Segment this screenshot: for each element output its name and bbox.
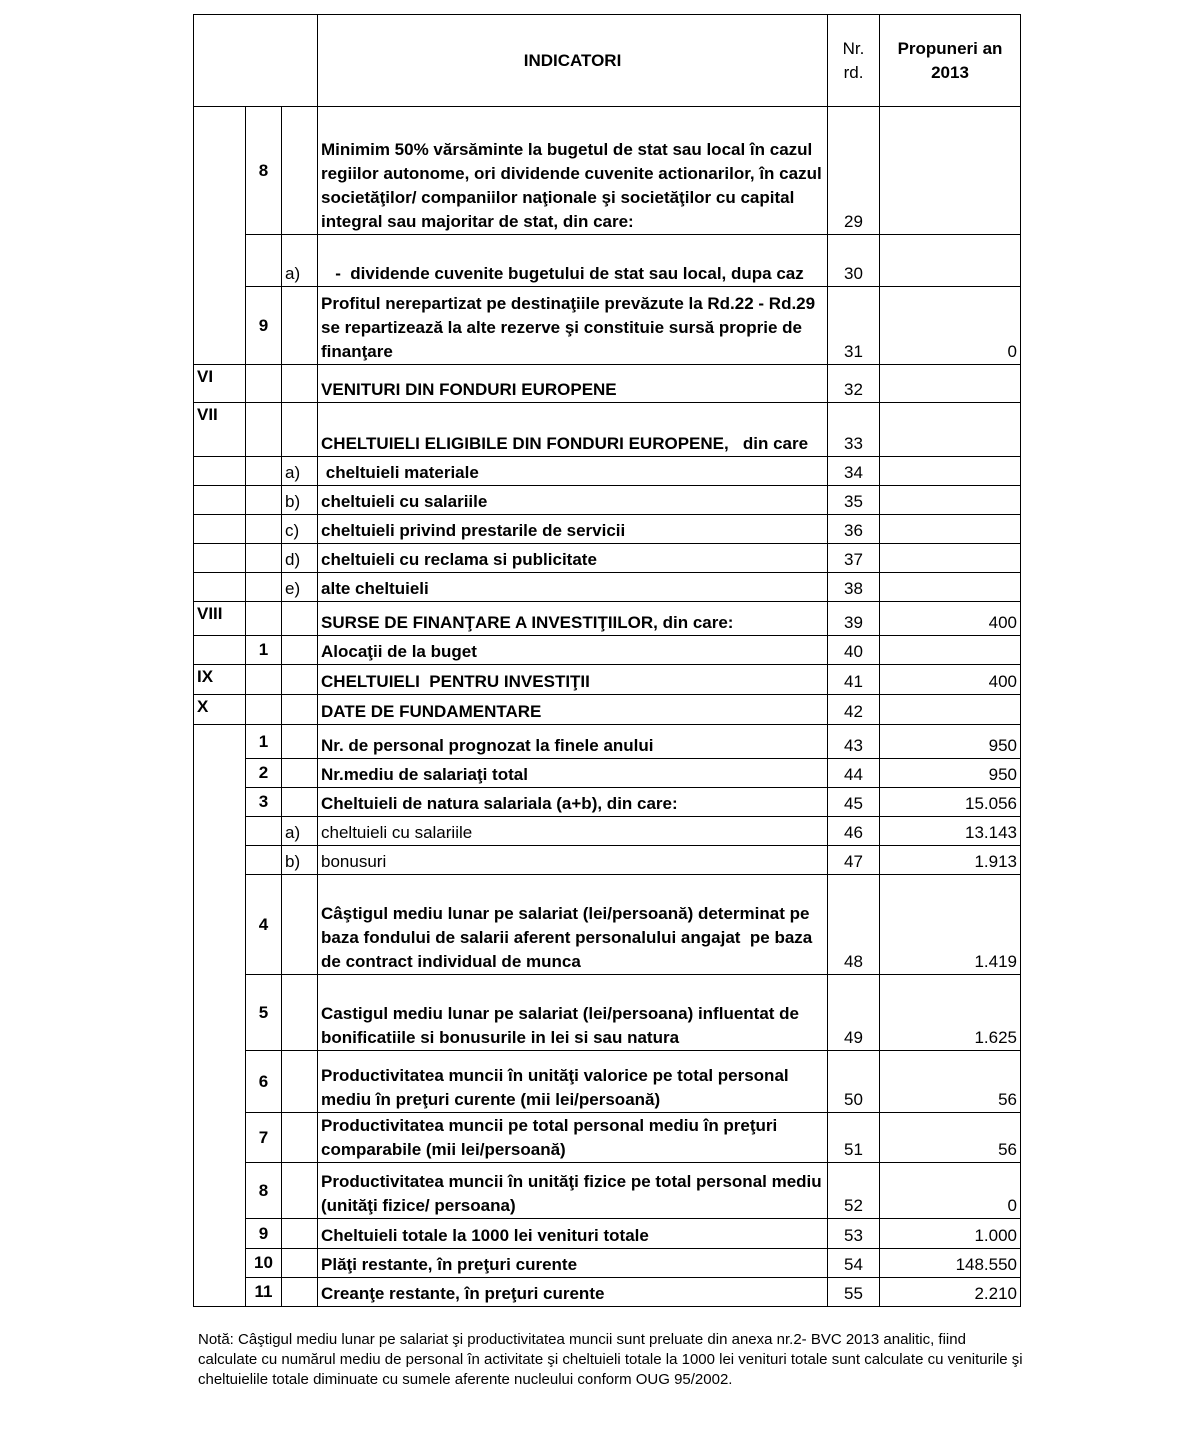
row-number: 6 [246, 1051, 282, 1113]
row-section-roman: VIII [194, 602, 246, 636]
row-number [246, 457, 282, 486]
row-nr-rd: 46 [828, 817, 880, 846]
row-value-2013 [880, 457, 1021, 486]
row-value-2013: 148.550 [880, 1249, 1021, 1278]
row-section-roman [194, 457, 246, 486]
row-number [246, 515, 282, 544]
table-row [194, 1249, 1021, 1278]
row-value-2013 [880, 695, 1021, 725]
row-number [246, 403, 282, 457]
table-row [194, 602, 1021, 636]
row-number: 4 [246, 875, 282, 975]
row-number: 8 [246, 1163, 282, 1219]
row-section-roman: VI [194, 365, 246, 403]
row-section-roman: IX [194, 665, 246, 695]
row-indicator: cheltuieli materiale [318, 457, 828, 486]
row-section-roman [194, 287, 246, 365]
row-section-roman [194, 725, 246, 759]
row-sub-letter [282, 788, 318, 817]
row-indicator: cheltuieli cu salariile [318, 486, 828, 515]
table-row [194, 287, 1021, 365]
row-value-2013 [880, 107, 1021, 235]
row-indicator: Profitul nerepartizat pe destinaţiile prevăzute la Rd.22 - Rd.29 se repartizează la alte rezerve şi constituie sursă proprie de finanţare [318, 287, 828, 365]
row-number [246, 846, 282, 875]
row-number [246, 486, 282, 515]
row-nr-rd: 49 [828, 975, 880, 1051]
header-nr-rd [828, 15, 880, 107]
row-value-2013: 400 [880, 602, 1021, 636]
header-nr-line2: rd. [843, 62, 864, 82]
table-row [194, 1051, 1021, 1113]
row-sub-letter: b) [282, 846, 318, 875]
row-nr-rd: 31 [828, 287, 880, 365]
row-nr-rd: 45 [828, 788, 880, 817]
row-nr-rd: 42 [828, 695, 880, 725]
row-number: 2 [246, 759, 282, 788]
row-indicator: Castigul mediu lunar pe salariat (lei/persoana) influentat de bonificatiile si bonusurile in lei si sau natura [318, 975, 828, 1051]
row-section-roman [194, 846, 246, 875]
header-prop-line2: 2013 [931, 62, 969, 82]
row-nr-rd: 33 [828, 403, 880, 457]
row-nr-rd: 50 [828, 1051, 880, 1113]
row-section-roman [194, 515, 246, 544]
row-number [246, 235, 282, 287]
row-indicator: Nr. de personal prognozat la finele anului [318, 725, 828, 759]
row-number: 9 [246, 1219, 282, 1249]
table-row [194, 1278, 1021, 1307]
row-number: 7 [246, 1113, 282, 1163]
row-indicator: cheltuieli cu salariile [318, 817, 828, 846]
row-sub-letter [282, 725, 318, 759]
row-nr-rd: 36 [828, 515, 880, 544]
row-value-2013: 1.419 [880, 875, 1021, 975]
row-sub-letter: d) [282, 544, 318, 573]
row-value-2013: 56 [880, 1113, 1021, 1163]
row-section-roman [194, 975, 246, 1051]
row-number [246, 602, 282, 636]
row-value-2013 [880, 235, 1021, 287]
row-value-2013 [880, 403, 1021, 457]
row-section-roman [194, 107, 246, 235]
row-value-2013: 950 [880, 725, 1021, 759]
row-number [246, 573, 282, 602]
table-row [194, 515, 1021, 544]
row-value-2013 [880, 365, 1021, 403]
row-number: 3 [246, 788, 282, 817]
row-nr-rd: 51 [828, 1113, 880, 1163]
row-value-2013: 15.056 [880, 788, 1021, 817]
row-section-roman [194, 1163, 246, 1219]
row-sub-letter [282, 636, 318, 665]
row-sub-letter: a) [282, 817, 318, 846]
row-sub-letter [282, 287, 318, 365]
header-nr-line1: Nr. [842, 38, 865, 58]
row-section-roman: X [194, 695, 246, 725]
row-section-roman [194, 1051, 246, 1113]
row-sub-letter [282, 1278, 318, 1307]
row-section-roman [194, 759, 246, 788]
row-indicator: CHELTUIELI PENTRU INVESTIŢII [318, 665, 828, 695]
row-section-roman [194, 636, 246, 665]
row-sub-letter [282, 875, 318, 975]
row-number: 9 [246, 287, 282, 365]
row-nr-rd: 34 [828, 457, 880, 486]
row-indicator: Nr.mediu de salariaţi total [318, 759, 828, 788]
row-sub-letter [282, 1249, 318, 1278]
row-value-2013 [880, 636, 1021, 665]
header-empty-cell [194, 15, 318, 107]
row-sub-letter [282, 695, 318, 725]
table-row [194, 975, 1021, 1051]
row-sub-letter [282, 107, 318, 235]
table-row [194, 1163, 1021, 1219]
row-value-2013 [880, 515, 1021, 544]
table-row [194, 365, 1021, 403]
row-nr-rd: 32 [828, 365, 880, 403]
row-sub-letter [282, 1051, 318, 1113]
row-sub-letter: a) [282, 235, 318, 287]
indicators-table [193, 14, 1021, 1307]
row-indicator: SURSE DE FINANŢARE A INVESTIŢIILOR, din care: [318, 602, 828, 636]
row-section-roman [194, 817, 246, 846]
row-indicator: Productivitatea muncii în unităţi fizice pe total personal mediu (unităţi fizice/ persoana) [318, 1163, 828, 1219]
row-number [246, 817, 282, 846]
row-nr-rd: 54 [828, 1249, 880, 1278]
table-row [194, 1113, 1021, 1163]
table-row [194, 235, 1021, 287]
row-nr-rd: 52 [828, 1163, 880, 1219]
row-number: 1 [246, 725, 282, 759]
row-nr-rd: 35 [828, 486, 880, 515]
table-row [194, 636, 1021, 665]
row-number: 10 [246, 1249, 282, 1278]
row-nr-rd: 30 [828, 235, 880, 287]
row-value-2013: 1.000 [880, 1219, 1021, 1249]
footnote: Notă: Câştigul mediu lunar pe salariat şi productivitatea muncii sunt preluate din anexa nr.2- BVC 2013 analitic, fiind calculate cu numărul mediu de personal în activitate şi cheltuieli totale la 1000 lei venituri totale sunt calculate cu veniturile şi cheltuielile totale diminuate cu sumele aferente nucleului conform OUG 95/2002. [198, 1331, 1023, 1388]
row-sub-letter: a) [282, 457, 318, 486]
row-sub-letter [282, 1219, 318, 1249]
row-section-roman [194, 573, 246, 602]
row-indicator: Creanţe restante, în preţuri curente [318, 1278, 828, 1307]
row-number: 1 [246, 636, 282, 665]
row-number [246, 695, 282, 725]
row-sub-letter: b) [282, 486, 318, 515]
row-section-roman: VII [194, 403, 246, 457]
row-number: 8 [246, 107, 282, 235]
row-value-2013: 2.210 [880, 1278, 1021, 1307]
row-section-roman [194, 1113, 246, 1163]
row-nr-rd: 44 [828, 759, 880, 788]
row-indicator: alte cheltuieli [318, 573, 828, 602]
table-body [194, 107, 1021, 1307]
table-row [194, 544, 1021, 573]
row-nr-rd: 55 [828, 1278, 880, 1307]
row-value-2013: 950 [880, 759, 1021, 788]
row-sub-letter [282, 759, 318, 788]
row-indicator: VENITURI DIN FONDURI EUROPENE [318, 365, 828, 403]
table-row [194, 759, 1021, 788]
row-sub-letter [282, 975, 318, 1051]
row-section-roman [194, 875, 246, 975]
table-row [194, 665, 1021, 695]
row-value-2013: 1.625 [880, 975, 1021, 1051]
header-propuneri [880, 15, 1021, 107]
row-sub-letter: c) [282, 515, 318, 544]
row-sub-letter [282, 1163, 318, 1219]
row-sub-letter: e) [282, 573, 318, 602]
table-row [194, 725, 1021, 759]
row-nr-rd: 41 [828, 665, 880, 695]
row-number [246, 544, 282, 573]
row-indicator: DATE DE FUNDAMENTARE [318, 695, 828, 725]
row-indicator: Cheltuieli totale la 1000 lei venituri totale [318, 1219, 828, 1249]
row-indicator: Minimim 50% vărsăminte la bugetul de stat sau local în cazul regiilor autonome, ori dividende cuvenite actionarilor, în cazul societăţilor/ companiilor naţionale şi societăţilor cu capital integral sau majoritar de stat, din care: [318, 107, 828, 235]
table-row [194, 457, 1021, 486]
row-indicator: - dividende cuvenite bugetului de stat sau local, dupa caz [318, 235, 828, 287]
row-indicator: bonusuri [318, 846, 828, 875]
row-sub-letter [282, 602, 318, 636]
row-value-2013: 56 [880, 1051, 1021, 1113]
row-value-2013: 0 [880, 1163, 1021, 1219]
table-row [194, 403, 1021, 457]
table-row [194, 1219, 1021, 1249]
row-section-roman [194, 544, 246, 573]
row-sub-letter [282, 403, 318, 457]
row-section-roman [194, 235, 246, 287]
row-indicator: Cheltuieli de natura salariala (a+b), din care: [318, 788, 828, 817]
row-value-2013 [880, 486, 1021, 515]
row-indicator: Productivitatea muncii pe total personal mediu în preţuri comparabile (mii lei/persoană) [318, 1113, 828, 1163]
row-indicator: CHELTUIELI ELIGIBILE DIN FONDURI EUROPENE, din care [318, 403, 828, 457]
row-indicator: Productivitatea muncii în unităţi valorice pe total personal mediu în preţuri curente (mii lei/persoană) [318, 1051, 828, 1113]
row-section-roman [194, 1219, 246, 1249]
table-row [194, 817, 1021, 846]
row-sub-letter [282, 365, 318, 403]
row-nr-rd: 39 [828, 602, 880, 636]
table-row [194, 875, 1021, 975]
row-section-roman [194, 1249, 246, 1278]
row-number: 11 [246, 1278, 282, 1307]
row-value-2013: 0 [880, 287, 1021, 365]
row-number [246, 365, 282, 403]
row-indicator: cheltuieli cu reclama si publicitate [318, 544, 828, 573]
row-nr-rd: 47 [828, 846, 880, 875]
row-value-2013: 400 [880, 665, 1021, 695]
table-row [194, 573, 1021, 602]
row-section-roman [194, 788, 246, 817]
row-nr-rd: 29 [828, 107, 880, 235]
row-sub-letter [282, 665, 318, 695]
row-sub-letter [282, 1113, 318, 1163]
row-nr-rd: 48 [828, 875, 880, 975]
row-nr-rd: 38 [828, 573, 880, 602]
row-number [246, 665, 282, 695]
row-value-2013 [880, 573, 1021, 602]
row-nr-rd: 43 [828, 725, 880, 759]
row-value-2013: 1.913 [880, 846, 1021, 875]
row-value-2013: 13.143 [880, 817, 1021, 846]
row-section-roman [194, 1278, 246, 1307]
row-nr-rd: 40 [828, 636, 880, 665]
row-indicator: Câştigul mediu lunar pe salariat (lei/persoană) determinat pe baza fondului de salarii aferent personalului angajat pe baza de contract individual de munca [318, 875, 828, 975]
table-row [194, 486, 1021, 515]
row-number: 5 [246, 975, 282, 1051]
row-indicator: cheltuieli privind prestarile de servicii [318, 515, 828, 544]
row-indicator: Plăţi restante, în preţuri curente [318, 1249, 828, 1278]
row-value-2013 [880, 544, 1021, 573]
table-row [194, 846, 1021, 875]
row-section-roman [194, 486, 246, 515]
row-nr-rd: 53 [828, 1219, 880, 1249]
table-header-row [194, 15, 1021, 107]
table-row [194, 788, 1021, 817]
table-row [194, 107, 1021, 235]
table-row [194, 695, 1021, 725]
row-indicator: Alocaţii de la buget [318, 636, 828, 665]
row-nr-rd: 37 [828, 544, 880, 573]
header-prop-line1: Propuneri an [897, 38, 1003, 58]
header-indicatori: INDICATORI [318, 15, 828, 107]
